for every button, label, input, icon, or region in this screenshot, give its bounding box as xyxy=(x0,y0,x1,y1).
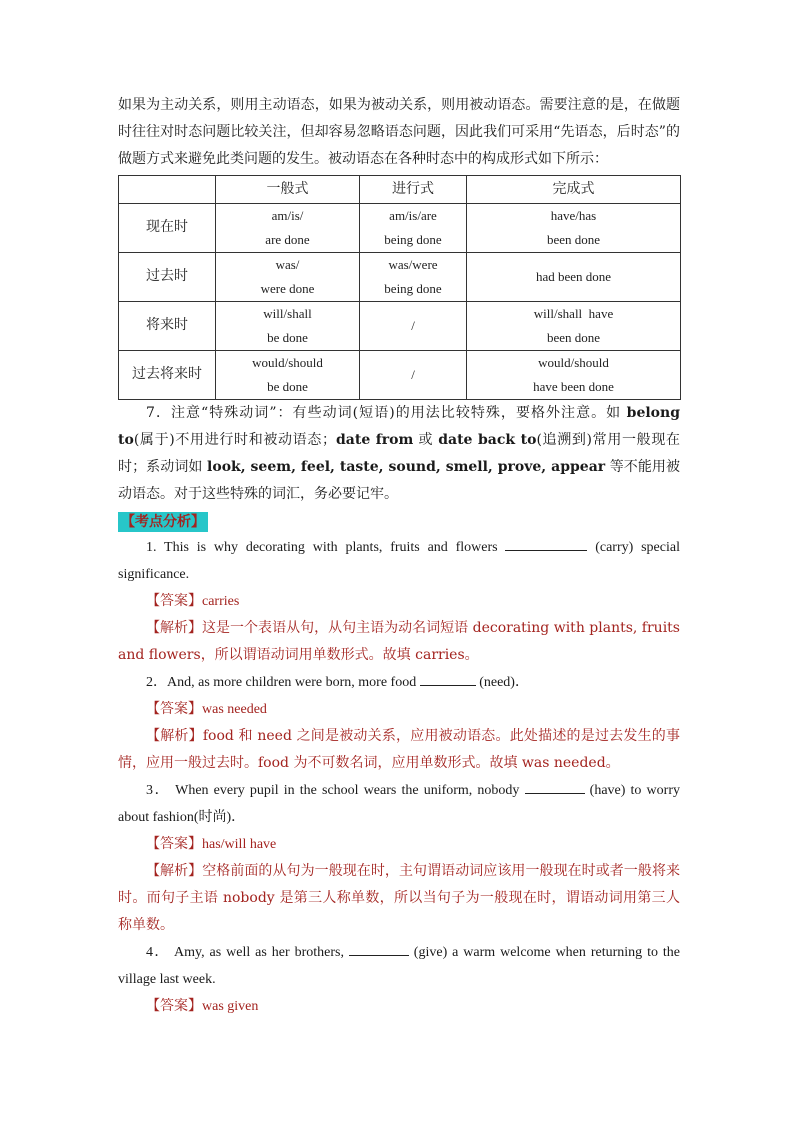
row-label: 过去将来时 xyxy=(119,351,216,400)
table-row xyxy=(119,302,681,351)
table-row xyxy=(119,351,681,400)
answer-line: 【答案】was given xyxy=(146,998,259,1014)
analysis-text: 这是一个表语从句，从句主语为动名词短语 decorating with plants, fruits and flowers，所以谓语动词用单数形式。故填 carries。 xyxy=(118,620,680,663)
answer-text: carries xyxy=(202,594,240,609)
note-7-paragraph: 7．注意“特殊动词”：有些动词(短语)的用法比较特殊，要格外注意。如 belong to(属于)不用进行时和被动语态；date from 或 date back to(追溯到)常用一般现在时；系动词如 look, seem, feel, taste, sound, smell, prove, appear 等不能用被动语态。对于这些特殊的词汇，务必要记牢。 xyxy=(118,405,681,502)
table-cell: will/shall be done xyxy=(216,302,360,351)
answer-text: has/will have xyxy=(202,837,277,852)
table-header-row xyxy=(119,176,681,204)
row-label: 现在时 xyxy=(119,204,216,253)
row-label: 过去时 xyxy=(119,253,216,302)
section-badge: 【考点分析】 xyxy=(118,512,208,532)
analysis-line: 【解析】空格前面的从句为一般现在时，主句谓语动词应该用一般现在时或者一般将来时。而句子主语 nobody 是第三人称单数，所以当句子为一般现在时，谓语动词用第三人称单数。 xyxy=(118,863,681,933)
table-cell: have/has been done xyxy=(467,204,681,253)
answer-blank[interactable] xyxy=(525,779,585,794)
section-heading xyxy=(118,508,680,532)
answer-blank[interactable] xyxy=(505,536,587,551)
question-4: 4． Amy, as well as her brothers, (give) a warm welcome when returning to the village last week. xyxy=(118,939,680,993)
question-1: 1. This is why decorating with plants, fruits and flowers (carry) special significance. xyxy=(118,534,680,588)
table-header-cell: 完成式 xyxy=(467,176,681,204)
table-cell: am/is/ are done xyxy=(216,204,360,253)
answer-blank[interactable] xyxy=(420,671,476,686)
table-cell: had been done xyxy=(467,253,681,302)
table-cell: / xyxy=(360,351,467,400)
question-2: 2．And, as more children were born, more food (need)． xyxy=(118,669,680,696)
question-3: 3． When every pupil in the school wears the uniform, nobody (have) to worry about fashion(时尚)． xyxy=(118,777,680,831)
analysis-text: food 和 need 之间是被动关系，应用被动语态。此处描述的是过去发生的事情，应用一般过去时。food 为不可数名词，应用单数形式。故填 was needed。 xyxy=(118,728,681,771)
answer-line: 【答案】was needed xyxy=(146,701,267,717)
table-row xyxy=(119,204,681,253)
table-cell: will/shall have been done xyxy=(467,302,681,351)
table-cell: am/is/are being done xyxy=(360,204,467,253)
table-header-cell xyxy=(119,176,216,204)
table-row xyxy=(119,253,681,302)
analysis-line: 【解析】food 和 need 之间是被动关系，应用被动语态。此处描述的是过去发生的事情，应用一般过去时。food 为不可数名词，应用单数形式。故填 was needed。 xyxy=(118,728,681,771)
table-header-cell: 一般式 xyxy=(216,176,360,204)
keyword: belong to xyxy=(118,405,680,448)
answer-line: 【答案】carries xyxy=(146,593,240,609)
table-cell: was/were being done xyxy=(360,253,467,302)
keyword: look, seem, feel, taste, sound, smell, prove, appear xyxy=(207,459,606,475)
answer-text: was given xyxy=(202,999,259,1014)
analysis-text: 空格前面的从句为一般现在时，主句谓语动词应该用一般现在时或者一般将来时。而句子主语 nobody 是第三人称单数，所以当句子为一般现在时，谓语动词用第三人称单数。 xyxy=(118,863,681,933)
table-cell: / xyxy=(360,302,467,351)
passive-voice-table xyxy=(118,175,681,400)
answer-line: 【答案】has/will have xyxy=(146,836,277,852)
table-cell: would/should have been done xyxy=(467,351,681,400)
table-cell: would/should be done xyxy=(216,351,360,400)
analysis-line: 【解析】这是一个表语从句，从句主语为动名词短语 decorating with plants, fruits and flowers，所以谓语动词用单数形式。故填 carries。 xyxy=(118,620,680,663)
answer-text: was needed xyxy=(202,702,267,717)
table-cell: was/ were done xyxy=(216,253,360,302)
table-header-cell: 进行式 xyxy=(360,176,467,204)
intro-paragraph: 如果为主动关系，则用主动语态，如果为被动关系，则用被动语态。需要注意的是，在做题时往往对时态问题比较关注，但却容易忽略语态问题，因此我们可采用“先语态，后时态”的做题方式来避免此类问题的发生。被动语态在各种时态中的构成形式如下所示： xyxy=(118,97,680,167)
answer-blank[interactable] xyxy=(349,941,409,956)
row-label: 将来时 xyxy=(119,302,216,351)
document-page xyxy=(118,92,680,1020)
keyword: date from xyxy=(336,432,414,448)
keyword: date back to xyxy=(438,432,537,448)
